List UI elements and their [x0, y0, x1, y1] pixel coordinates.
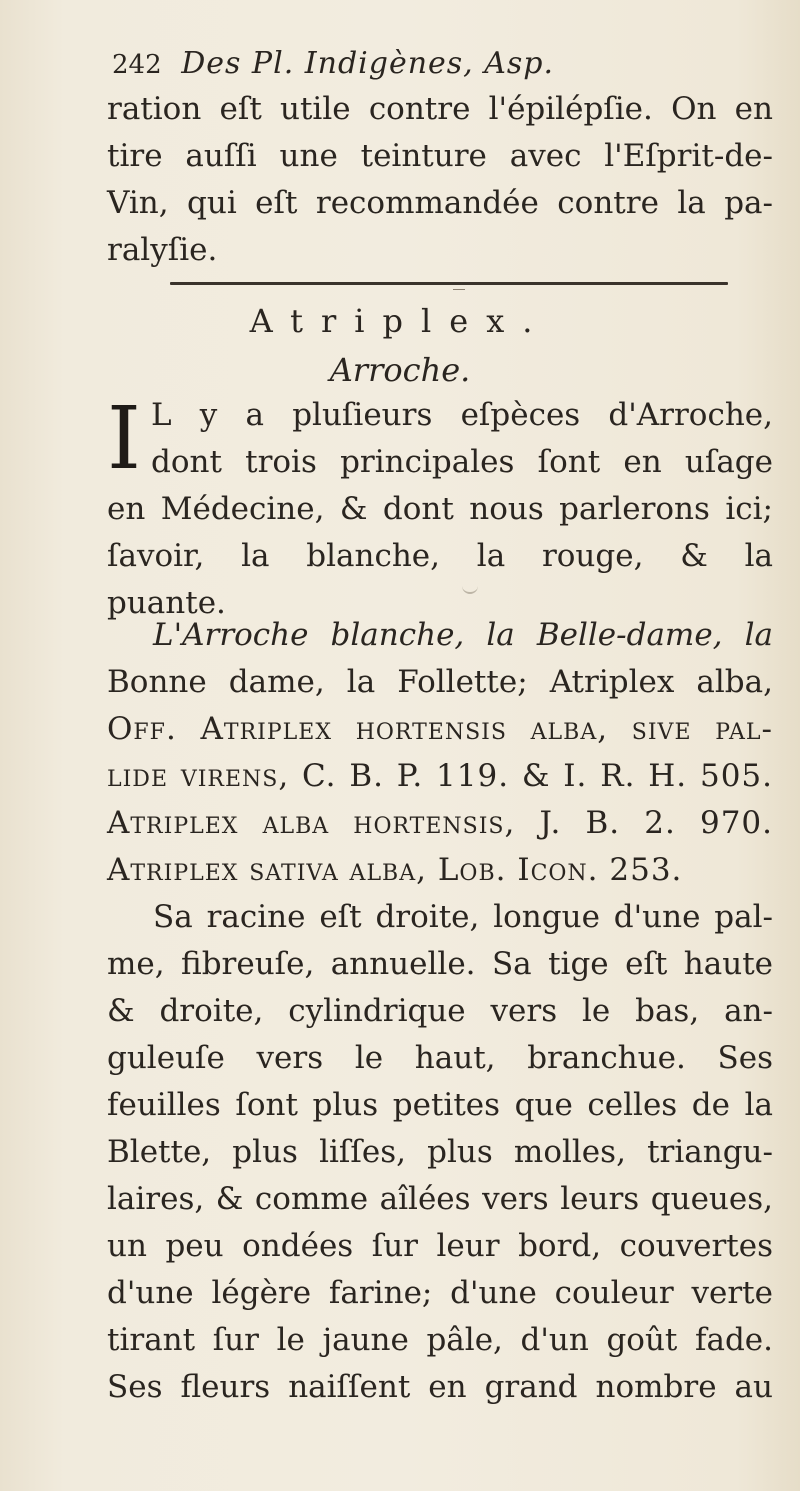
text-line: guleuſe vers le haut, branchue. Ses	[107, 1040, 773, 1076]
intro-paragraph	[107, 86, 773, 274]
text-line: ration eſt utile contre l'épilépſie. On en	[107, 91, 773, 127]
text-line: en Médecine, & dont nous parlerons ici;	[107, 491, 773, 527]
text-line: Off. Atriplex hortensis alba, ſive pal-	[107, 711, 773, 747]
page-number: 242	[112, 50, 162, 80]
text-line: Blette, plus liſſes, plus molles, triangu-	[107, 1134, 773, 1170]
section-rule	[170, 282, 728, 285]
text-line: laires, & comme aîlées vers leurs queues,	[107, 1181, 773, 1217]
section-heading: Atriplex.	[249, 302, 551, 340]
text-line: lide virens, C. B. P. 119. & I. R. H. 505.	[107, 758, 773, 794]
running-head-title: Des Pl. Indigènes, Asp.	[181, 46, 555, 81]
text-line: L'Arroche blanche, la Belle-dame, la	[153, 617, 773, 653]
text-line: & droite, cylindrique vers le bas, an-	[107, 993, 773, 1029]
paragraph-2	[107, 612, 773, 894]
text-line: un peu ondées ſur leur bord, couvertes	[107, 1228, 773, 1264]
text-line: tire auſſi une teinture avec l'Eſprit-de-	[107, 138, 773, 174]
text-line: L y a pluſieurs eſpèces d'Arroche,	[150, 397, 773, 433]
paragraph-1	[107, 389, 773, 627]
text-line: me, fibreuſe, annuelle. Sa tige eſt haute	[107, 946, 773, 982]
text-line: Atriplex alba hortensis, J. B. 2. 970.	[107, 805, 773, 841]
text-line: Bonne dame, la Follette; Atriplex alba,	[107, 664, 773, 700]
text-line: ſavoir, la blanche, la rouge, & la	[107, 538, 773, 574]
text-line: Atriplex sativa alba, Lob. Icon. 253.	[107, 852, 683, 888]
text-line: tirant ſur le jaune pâle, d'un goût fade.	[107, 1322, 773, 1358]
drop-cap: I	[107, 389, 141, 489]
paragraph-3	[107, 894, 773, 1411]
text-line: dont trois principales ſont en uſage	[150, 444, 773, 480]
running-head	[112, 44, 772, 85]
text-line: d'une légère farine; d'une couleur verte	[107, 1275, 773, 1311]
rule-ornament	[453, 289, 465, 296]
text-line: ralyſie.	[107, 232, 218, 268]
text-line: Vin, qui eſt recommandée contre la pa-	[107, 185, 773, 221]
text-line: puante.	[107, 585, 226, 621]
section-subheading: Arroche.	[329, 351, 471, 389]
text-line: Sa racine eſt droite, longue d'une pal-	[153, 899, 773, 935]
text-line: feuilles ſont plus petites que celles de la	[107, 1087, 773, 1123]
text-line: Ses fleurs naiſſent en grand nombre au	[107, 1369, 773, 1405]
